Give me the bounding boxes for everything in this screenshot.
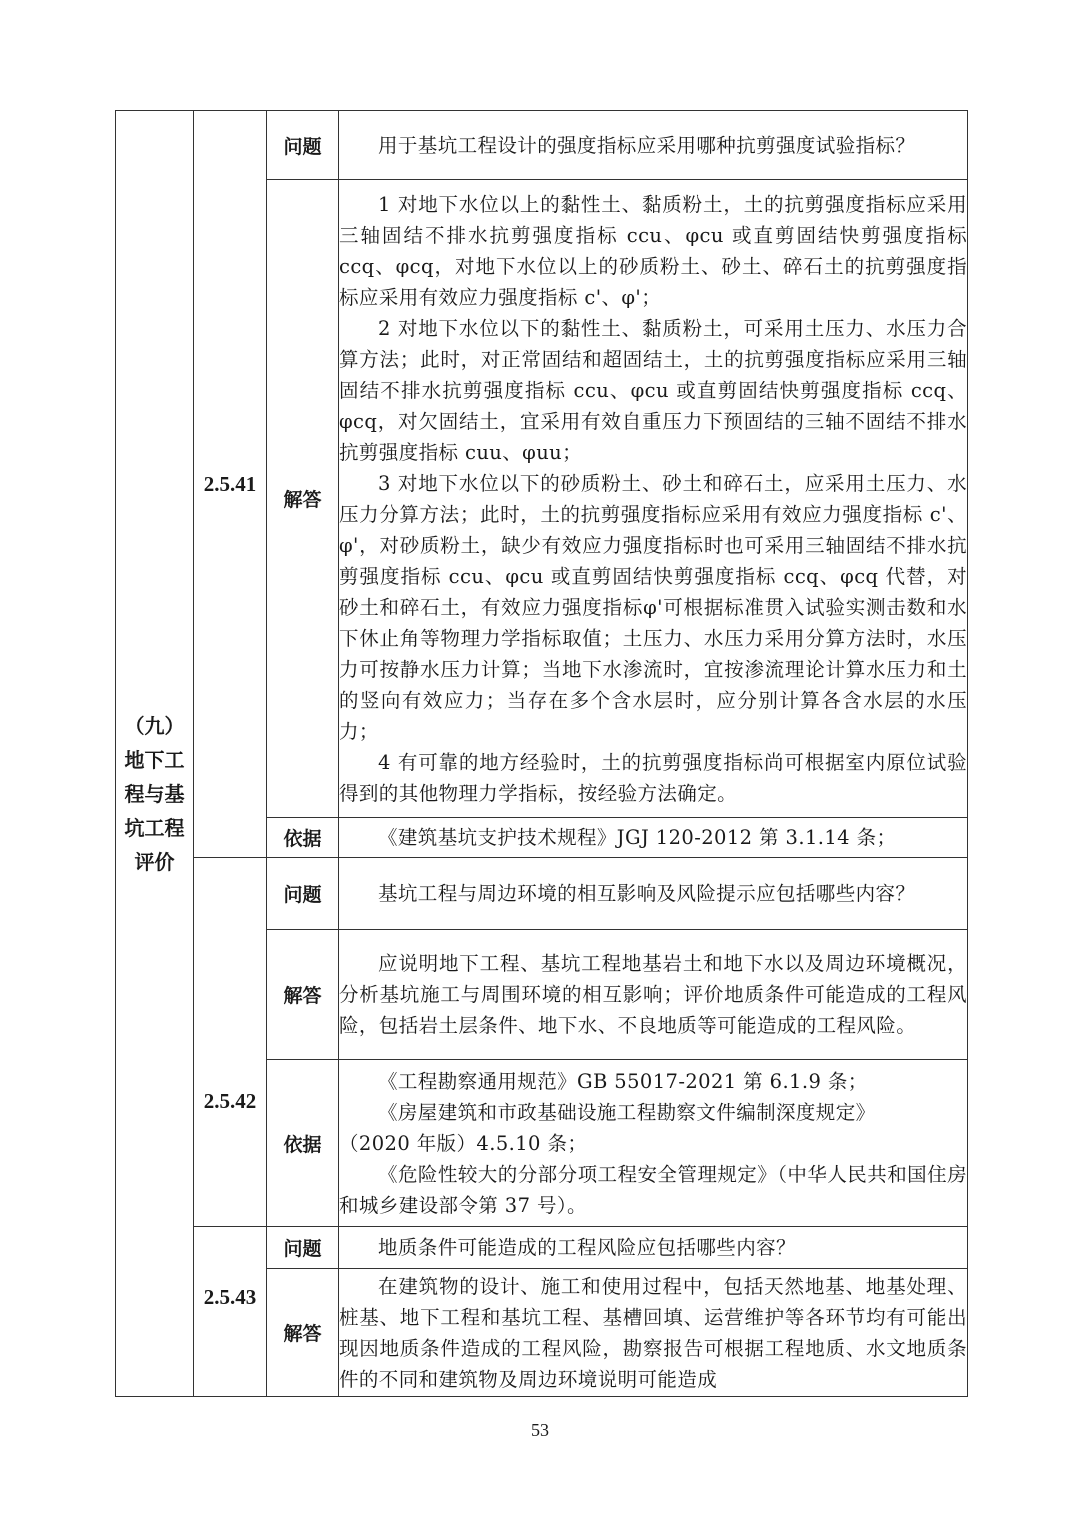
item-number: 2.5.42 bbox=[194, 858, 267, 1227]
basis-label: 依据 bbox=[267, 818, 339, 858]
answer-text bbox=[339, 180, 968, 818]
item-number: 2.5.41 bbox=[194, 111, 267, 858]
basis-paragraph: 《建筑基坑支护技术规程》JGJ 120-2012 第 3.1.14 条； bbox=[378, 826, 897, 849]
answer-label: 解答 bbox=[267, 930, 339, 1060]
category-line: 评价 bbox=[134, 849, 175, 874]
answer-paragraph: 1 对地下水位以上的黏性土、黏质粉土，土的抗剪强度指标应采用三轴固结不排水抗剪强度指标 ccu、φcu 或直剪固结快剪强度指标 ccq、φcq，对地下水位以上的砂质粉土、砂土、碎石土的抗剪强度指标应采用有效应力强度指标 c'、φ'； bbox=[339, 192, 967, 309]
basis-paragraph: 《工程勘察通用规范》GB 55017-2021 第 6.1.9 条； bbox=[378, 1069, 868, 1093]
basis-paragraph: 《危险性较大的分部分项工程安全管理规定》（中华人民共和国住房和城乡建设部令第 37 号）。 bbox=[339, 1162, 967, 1217]
answer-paragraph: 4 有可靠的地方经验时，土的抗剪强度指标尚可根据室内原位试验得到的其他物理力学指标，按经验方法确定。 bbox=[339, 750, 967, 805]
table-row bbox=[116, 858, 968, 930]
answer-paragraph: 2 对地下水位以下的黏性土、黏质粉土，可采用土压力、水压力合算方法；此时，对正常固结和超固结土，土的抗剪强度指标应采用三轴固结不排水抗剪强度指标 ccu、φcu 或直剪固结快剪强度指标 ccq、φcq，对欠固结土，宜采用有效自重压力下预固结的三轴不固结不排水抗剪强度指标 cuu、φuu； bbox=[339, 316, 967, 464]
question-label: 问题 bbox=[267, 111, 339, 180]
answer-text bbox=[339, 1269, 968, 1397]
category-line: 坑工程 bbox=[124, 815, 185, 840]
answer-label: 解答 bbox=[267, 180, 339, 818]
basis-paragraph: （2020 年版）4.5.10 条； bbox=[339, 1131, 588, 1155]
answer-paragraph: 3 对地下水位以下的砂质粉土、砂土和碎石土，应采用土压力、水压力分算方法；此时，土的抗剪强度指标应采用有效应力强度指标 c'、φ'，对砂质粉土，缺少有效应力强度指标时也可采用三轴固结不排水抗剪强度指标 ccu、φcu 或直剪固结快剪强度指标 ccq、φcq 代替，对砂土和碎石土，有效应力强度指标φ'可根据标准贯入试验实测击数和水下休止角等物理力学指标取值；土压力、水压力采用分算方法时，水压力可按静水压力计算；当地下水渗流时，宜按渗流理论计算水压力和土的竖向有效应力；当存在多个含水层时，应分别计算各含水层的水压力； bbox=[339, 471, 967, 743]
category-cell bbox=[116, 111, 194, 1397]
category-line: 地下工 bbox=[124, 747, 185, 772]
qa-table bbox=[115, 110, 968, 1397]
question-label: 问题 bbox=[267, 1227, 339, 1269]
category-line: 程与基 bbox=[124, 781, 185, 806]
basis-paragraph: 《房屋建筑和市政基础设施工程勘察文件编制深度规定》 bbox=[378, 1100, 876, 1124]
answer-text bbox=[339, 930, 968, 1060]
question-paragraph: 用于基坑工程设计的强度指标应采用哪种抗剪强度试验指标？ bbox=[378, 133, 916, 157]
basis-text bbox=[339, 818, 968, 858]
question-text bbox=[339, 111, 968, 180]
answer-paragraph: 在建筑物的设计、施工和使用过程中，包括天然地基、地基处理、桩基、地下工程和基坑工程、基槽回填、运营维护等各环节均有可能出现因地质条件造成的工程风险，勘察报告可根据工程地质、水文地质条件的不同和建筑物及周边环境说明可能造成 bbox=[339, 1274, 967, 1391]
question-text bbox=[339, 1227, 968, 1269]
question-label: 问题 bbox=[267, 858, 339, 930]
table-row bbox=[116, 111, 968, 180]
answer-paragraph: 应说明地下工程、基坑工程地基岩土和地下水以及周边环境概况，分析基坑施工与周围环境的相互影响；评价地质条件可能造成的工程风险，包括岩土层条件、地下水、不良地质等可能造成的工程风险。 bbox=[339, 952, 967, 1037]
page-number: 53 bbox=[531, 1420, 549, 1440]
item-number: 2.5.43 bbox=[194, 1227, 267, 1397]
question-text bbox=[339, 858, 968, 930]
question-paragraph: 基坑工程与周边环境的相互影响及风险提示应包括哪些内容？ bbox=[378, 882, 916, 905]
question-paragraph: 地质条件可能造成的工程风险应包括哪些内容？ bbox=[378, 1236, 796, 1259]
category-line: （九） bbox=[124, 713, 185, 738]
table-row bbox=[116, 1227, 968, 1269]
basis-text bbox=[339, 1060, 968, 1227]
answer-label: 解答 bbox=[267, 1269, 339, 1397]
basis-label: 依据 bbox=[267, 1060, 339, 1227]
